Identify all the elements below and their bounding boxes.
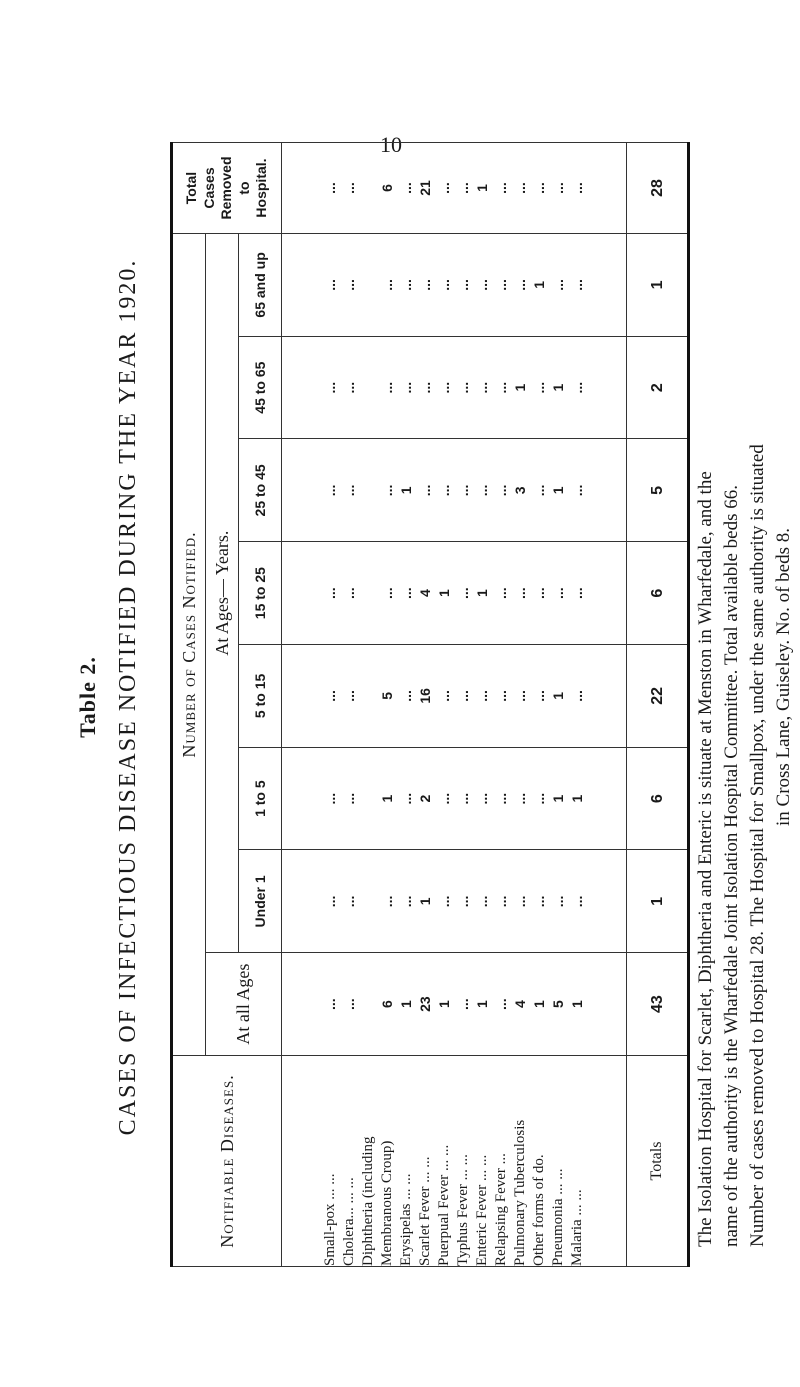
cell-value: ... <box>474 381 490 394</box>
disease-names <box>282 1056 627 1267</box>
header-total-removed <box>172 143 282 234</box>
cell-value: ... <box>512 182 528 194</box>
cell-value <box>359 953 378 1055</box>
cell-value: ... <box>398 792 414 805</box>
disease-name: Typhus Fever ... ... <box>455 1154 471 1266</box>
cell-value: ... <box>379 895 395 908</box>
cell-value: ... <box>417 279 433 291</box>
column-65-and-up <box>282 234 627 337</box>
disease-name: Cholera... ... ... <box>341 1177 357 1266</box>
cell-value: 1 <box>550 691 566 700</box>
cell-value: ... <box>436 484 452 497</box>
cell-value: ... <box>379 587 395 599</box>
cell-value: ... <box>398 587 414 599</box>
header-total-line: to <box>235 181 252 195</box>
cell-value: ... <box>569 484 585 497</box>
cell-value: ... <box>322 690 338 702</box>
column-at-all-ages <box>282 953 627 1056</box>
cell-value: ... <box>398 279 414 291</box>
cell-value <box>359 542 378 644</box>
disease-name: Small-pox ... ... <box>322 1173 338 1266</box>
table-label: Table 2. <box>75 656 100 738</box>
header-total-line: Cases <box>200 167 217 209</box>
cell-value: ... <box>341 381 357 394</box>
cell-value: ... <box>569 690 585 702</box>
cell-value: 3 <box>512 486 528 495</box>
column-45-to-65 <box>282 336 627 439</box>
disease-name: Pneumonia ... ... <box>550 1168 566 1266</box>
cell-value: 1 <box>474 184 490 192</box>
cell-value: ... <box>341 998 357 1010</box>
cell-value: 1 <box>569 794 585 803</box>
cell-value: ... <box>569 895 585 908</box>
cell-value: ... <box>322 381 338 394</box>
cell-value: ... <box>436 690 452 702</box>
cell-value: ... <box>474 792 490 805</box>
total-25-to-45: 5 <box>627 439 689 542</box>
total-under-1: 1 <box>627 850 689 953</box>
cell-value: ... <box>436 381 452 394</box>
cell-value: ... <box>436 279 452 291</box>
cell-value: ... <box>455 484 471 497</box>
cell-value: ... <box>550 279 566 291</box>
cell-value: ... <box>474 895 490 908</box>
cell-value: 5 <box>550 1000 566 1009</box>
cell-value: ... <box>322 484 338 497</box>
cell-value: ... <box>341 182 357 194</box>
cell-value: ... <box>322 998 338 1010</box>
cell-value: ... <box>569 381 585 394</box>
cell-value: ... <box>417 484 433 497</box>
cell-value: ... <box>493 998 509 1010</box>
cell-value: ... <box>493 279 509 291</box>
cell-value: ... <box>531 381 547 394</box>
cell-value <box>359 748 378 850</box>
cell-value: ... <box>322 279 338 291</box>
cell-value: ... <box>455 279 471 291</box>
cell-value: ... <box>531 587 547 599</box>
header-age-group: 65 and up <box>239 234 282 337</box>
cell-value: ... <box>512 279 528 291</box>
cell-value: ... <box>569 182 585 194</box>
cell-value: ... <box>493 587 509 599</box>
column-5-to-15 <box>282 645 627 748</box>
disease-name: Diphtheria (including <box>360 1136 376 1266</box>
cell-value: ... <box>398 895 414 908</box>
cell-value: ... <box>341 690 357 702</box>
cell-value: ... <box>455 690 471 702</box>
cell-value: ... <box>474 279 490 291</box>
cell-value <box>359 337 378 439</box>
cell-value: 16 <box>417 688 433 704</box>
total-5-to-15: 22 <box>627 645 689 748</box>
cell-value: ... <box>493 381 509 394</box>
cell-value: 1 <box>531 280 547 289</box>
cell-value: 1 <box>417 897 433 906</box>
column-under-1 <box>282 850 627 953</box>
cell-value: ... <box>322 587 338 599</box>
cell-value: ... <box>493 895 509 908</box>
header-total-line: Total <box>183 171 200 205</box>
cell-value: ... <box>512 895 528 908</box>
disease-name: Relapsing Fever ... <box>493 1153 509 1266</box>
header-age-group: 1 to 5 <box>239 747 282 850</box>
cell-value: ... <box>341 484 357 497</box>
cell-value: ... <box>398 381 414 394</box>
cell-value: ... <box>398 690 414 702</box>
cell-value: ... <box>455 998 471 1010</box>
cell-value: ... <box>550 587 566 599</box>
cell-value: ... <box>550 182 566 194</box>
cell-value: ... <box>436 792 452 805</box>
header-age-group: Under 1 <box>239 850 282 953</box>
disease-name: Membranous Croup) <box>379 1140 395 1266</box>
cell-value: ... <box>531 484 547 497</box>
cell-value: ... <box>493 690 509 702</box>
cell-value: ... <box>531 895 547 908</box>
total-65-and-up: 1 <box>627 234 689 337</box>
disease-name: Malaria ... ... <box>569 1189 585 1266</box>
cell-value: ... <box>455 792 471 805</box>
cell-value: ... <box>379 484 395 497</box>
disease-name: Enteric Fever ... ... <box>474 1154 490 1266</box>
cell-value: ... <box>417 381 433 394</box>
header-total-line: Hospital. <box>253 158 270 218</box>
header-number-of-cases: Number of Cases Notified. <box>172 234 206 1056</box>
cell-value: ... <box>493 792 509 805</box>
infectious-disease-table <box>170 142 690 1267</box>
cell-value: 1 <box>550 383 566 392</box>
cell-value: 1 <box>531 1000 547 1009</box>
column-15-to-25 <box>282 542 627 645</box>
cell-value <box>359 143 378 233</box>
cell-value: ... <box>341 895 357 908</box>
cell-value: ... <box>379 381 395 394</box>
cell-value: ... <box>455 587 471 599</box>
footnote-line: name of the authority is the Wharfedale Joint Isolation Hospital Committee. Total available beds 66. <box>721 484 742 1247</box>
cell-value: 1 <box>398 486 414 495</box>
table-heading <box>75 167 142 1227</box>
cell-value: ... <box>512 792 528 805</box>
disease-name: Puerpual Fever ... ... <box>436 1144 452 1266</box>
footnote-line: The Isolation Hospital for Scarlet, Diphtheria and Enteric is situate at Menston in Wharfedale, and the <box>695 471 716 1247</box>
cell-value: ... <box>512 587 528 599</box>
cell-value: 1 <box>379 794 395 803</box>
cell-value: ... <box>531 792 547 805</box>
cell-value: 1 <box>512 383 528 392</box>
total-removed: 28 <box>627 143 689 234</box>
totals-label: Totals <box>627 1056 689 1267</box>
footnote-line: in Cross Lane, Guiseley. No. of beds 8. <box>773 528 794 826</box>
disease-name: Scarlet Fever ... ... <box>417 1156 433 1266</box>
totals-row <box>627 143 689 1267</box>
cell-value: ... <box>322 895 338 908</box>
cell-value: 1 <box>569 1000 585 1009</box>
footnote-line: Number of cases removed to Hospital 28. The Hospital for Smallpox, under the same authority is situated <box>747 444 768 1247</box>
disease-name: Pulmonary Tuberculosis <box>512 1119 528 1266</box>
cell-value <box>359 234 378 336</box>
header-age-group: 5 to 15 <box>239 645 282 748</box>
cell-value <box>359 851 378 953</box>
cell-value: ... <box>493 182 509 194</box>
cell-value: 1 <box>550 486 566 495</box>
total-all-ages: 43 <box>627 953 689 1056</box>
cell-value: 1 <box>436 1000 452 1009</box>
cell-value: ... <box>474 690 490 702</box>
footnote <box>693 107 797 1247</box>
cell-value: 6 <box>379 184 395 192</box>
cell-value: 1 <box>436 589 452 598</box>
cell-value <box>359 645 378 747</box>
cell-value: ... <box>569 279 585 291</box>
header-at-all-ages: At all Ages <box>206 953 282 1056</box>
column-1-to-5 <box>282 747 627 850</box>
total-1-to-5: 6 <box>627 747 689 850</box>
cell-value: 1 <box>398 1000 414 1009</box>
total-45-to-65: 2 <box>627 336 689 439</box>
cell-value: ... <box>474 484 490 497</box>
cell-value: ... <box>455 182 471 194</box>
header-at-ages: At Ages— Years. <box>206 234 239 953</box>
cell-value: ... <box>569 587 585 599</box>
cell-value: ... <box>531 690 547 702</box>
header-age-group: 45 to 65 <box>239 336 282 439</box>
cell-value: ... <box>512 690 528 702</box>
cell-value: ... <box>398 182 414 194</box>
cell-value: ... <box>531 182 547 194</box>
header-age-group: 25 to 45 <box>239 439 282 542</box>
disease-name: Erysipelas ... ... <box>398 1173 414 1266</box>
cell-value: ... <box>341 792 357 805</box>
cell-value: 6 <box>379 1000 395 1009</box>
cell-value: ... <box>493 484 509 497</box>
column-25-to-45 <box>282 439 627 542</box>
cell-value: 4 <box>512 1000 528 1009</box>
cell-value <box>359 440 378 542</box>
cell-value: 21 <box>417 180 433 196</box>
table-title: CASES OF INFECTIOUS DISEASE NOTIFIED DURING THE YEAR 1920. <box>115 258 141 1136</box>
cell-value: ... <box>436 895 452 908</box>
header-age-group: 15 to 25 <box>239 542 282 645</box>
cell-value: ... <box>455 895 471 908</box>
cell-value: 23 <box>417 996 433 1012</box>
cell-value: ... <box>341 279 357 291</box>
cell-value: 1 <box>550 794 566 803</box>
cell-value: 5 <box>379 691 395 700</box>
cell-value: 1 <box>474 589 490 598</box>
cell-value: ... <box>322 792 338 805</box>
cell-value: ... <box>341 587 357 599</box>
page-number: 10 <box>380 132 402 157</box>
cell-value: 2 <box>417 794 433 803</box>
disease-name: Other forms of do. <box>531 1154 547 1266</box>
column-total-removed <box>282 143 627 234</box>
header-total-line: Removed <box>218 156 235 220</box>
total-15-to-25: 6 <box>627 542 689 645</box>
cell-value: ... <box>550 895 566 908</box>
header-notifiable-diseases: Notifiable Diseases. <box>172 1056 282 1267</box>
cell-value: 1 <box>474 1000 490 1009</box>
cell-value: ... <box>455 381 471 394</box>
cell-value: ... <box>322 182 338 194</box>
cell-value: ... <box>379 279 395 291</box>
cell-value: 4 <box>417 589 433 598</box>
cell-value: ... <box>436 182 452 194</box>
